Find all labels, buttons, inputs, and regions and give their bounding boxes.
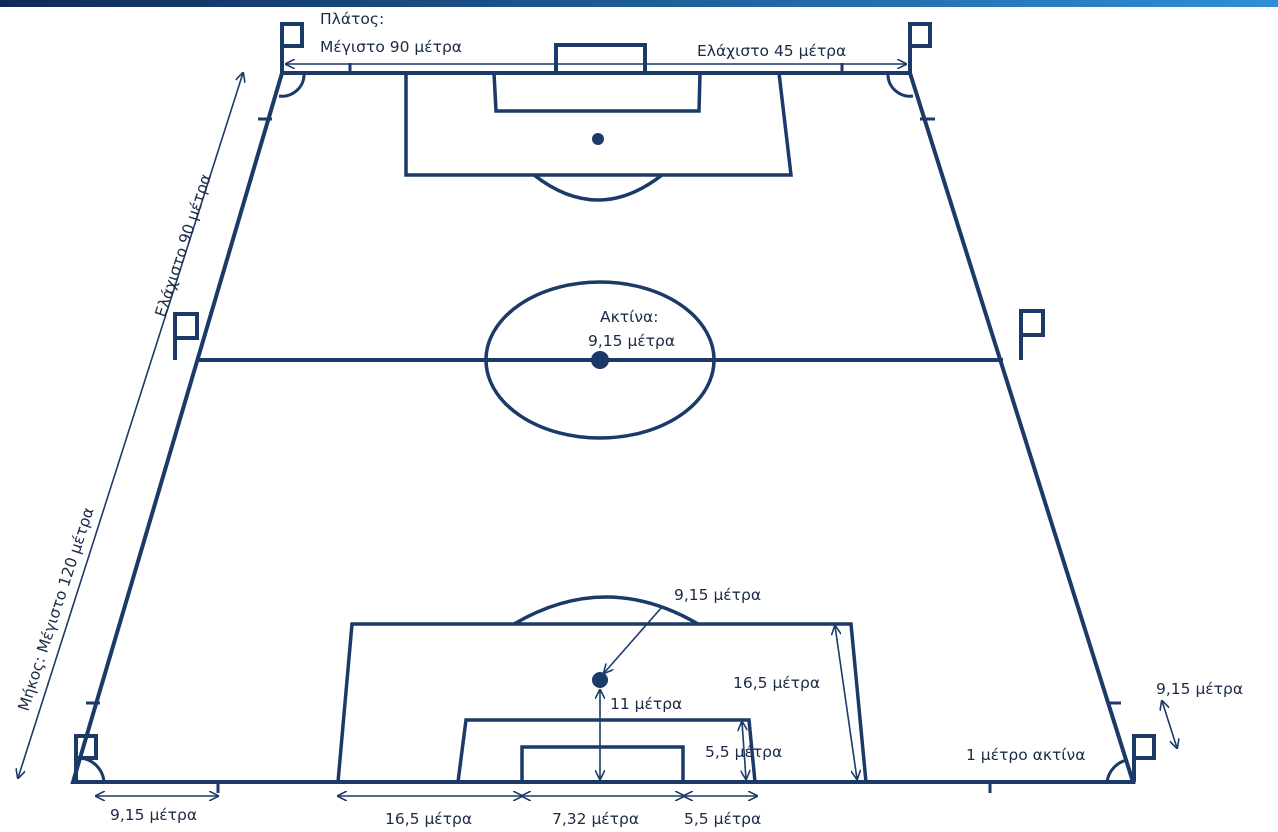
goal-width-label: 7,32 μέτρα	[552, 810, 640, 828]
width-max-label: Μέγιστο 90 μέτρα	[320, 38, 463, 56]
corner-flag-top-right-icon	[910, 22, 930, 73]
radius-value-label: 9,15 μέτρα	[588, 332, 676, 350]
bottom-corner-mark-label: 9,15 μέτρα	[110, 806, 198, 824]
top-penalty-area	[406, 73, 791, 175]
radius-title-label: Ακτίνα:	[600, 308, 659, 326]
penalty-area-side-label: 16,5 μέτρα	[385, 810, 473, 828]
corner-arc-label: 1 μέτρο ακτίνα	[966, 746, 1086, 764]
penalty-spot-label: 11 μέτρα	[610, 695, 683, 713]
length-min-label: Ελάχιστο 90 μέτρα	[151, 171, 215, 320]
bottom-penalty-spot	[592, 672, 608, 688]
corner-arc-bottom-left	[80, 758, 104, 782]
top-penalty-spot	[592, 133, 604, 145]
centre-spot	[591, 351, 609, 369]
top-goal-area	[494, 73, 700, 111]
corner-arc-bottom-right	[1107, 760, 1127, 782]
corner-distance-label: 9,15 μέτρα	[1156, 680, 1244, 698]
goal-area-side-label: 5,5 μέτρα	[684, 810, 762, 828]
bottom-goal	[522, 747, 683, 782]
top-penalty-arc	[534, 175, 662, 200]
bottom-penalty-area	[338, 624, 866, 782]
length-max-label: Μήκος: Μέγιστο 120 μέτρα	[14, 505, 98, 714]
corner-flag-top-left-icon	[282, 22, 302, 73]
halfway-flag-left-icon	[175, 312, 197, 360]
width-min-label: Ελάχιστο 45 μέτρα	[697, 42, 847, 60]
corner-flag-bottom-right-icon	[1134, 735, 1154, 782]
width-title-label: Πλάτος:	[320, 10, 385, 28]
penalty-area-depth-label: 16,5 μέτρα	[733, 674, 821, 692]
top-goal	[556, 45, 645, 73]
goal-area-depth-label: 5,5 μέτρα	[705, 743, 783, 761]
bottom-penalty-arc	[514, 597, 698, 624]
halfway-flag-right-icon	[1021, 309, 1043, 360]
penalty-arc-label: 9,15 μέτρα	[674, 586, 762, 604]
